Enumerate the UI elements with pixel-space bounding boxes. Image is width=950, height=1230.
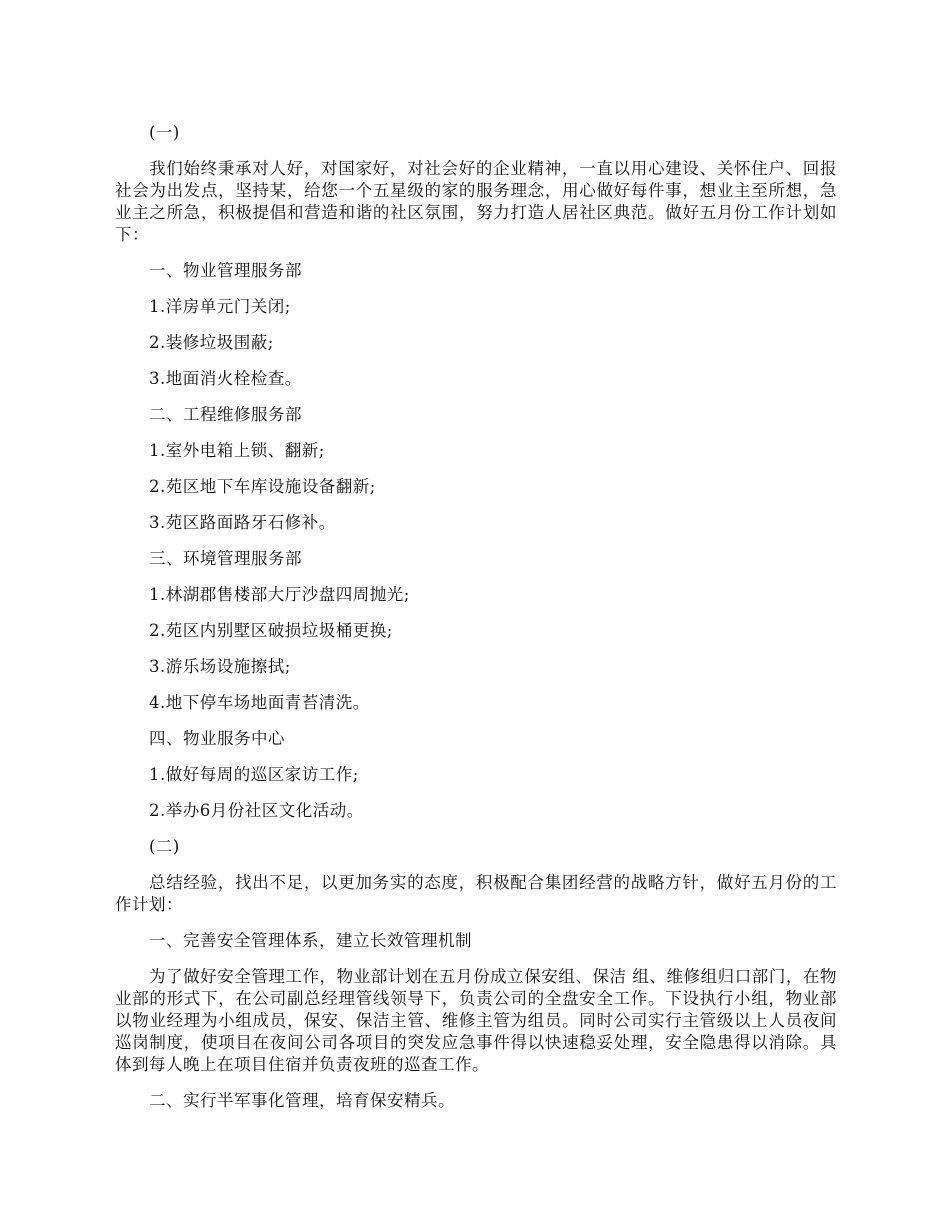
- list-item: 1.林湖郡售楼部大厅沙盘四周抛光;: [149, 585, 410, 604]
- list-item: 2.装修垃圾围蔽;: [149, 333, 274, 352]
- subheading-security-training: 二、实行半军事化管理，培育保安精兵。: [149, 1091, 455, 1110]
- list-item: 3.苑区路面路牙石修补。: [149, 513, 336, 532]
- list-item: 1.洋房单元门关闭;: [149, 297, 291, 316]
- list-item: 1.室外电箱上锁、翻新;: [149, 441, 325, 460]
- document-body: [115, 122, 837, 1126]
- list-item: 4.地下停车场地面青苔清洗。: [149, 693, 370, 712]
- list-item: 2.举办6月份社区文化活动。: [149, 801, 364, 820]
- safety-paragraph: 为了做好安全管理工作，物业部计划在五月份成立保安组、保洁 组、维修组归口部门，在物业部的形式下，在公司副总经理管线领导下，负责公司的全盘安全工作。下设执行小组，物业部以物业经理为小组成员，保安、保洁主管、维修主管为组员。同时公司实行主管级以上人员夜间巡岗制度，使项目在夜间公司各项目的突发应急事件得以快速稳妥处理，安全隐患得以消除。具体到每人晚上在项目住宿并负责夜班的巡查工作。: [115, 967, 837, 1074]
- section-heading-1: (一): [149, 123, 180, 142]
- list-item: 2.苑区地下车库设施设备翻新;: [149, 477, 376, 496]
- department-heading-engineering: 二、工程维修服务部: [149, 405, 302, 424]
- department-heading-property-management: 一、物业管理服务部: [149, 261, 302, 280]
- list-item: 2.苑区内别墅区破损垃圾桶更换;: [149, 621, 393, 640]
- department-heading-environment: 三、环境管理服务部: [149, 549, 302, 568]
- department-heading-service-center: 四、物业服务中心: [149, 729, 285, 748]
- list-item: 1.做好每周的巡区家访工作;: [149, 765, 359, 784]
- summary-paragraph: 总结经验，找出不足，以更加务实的态度，积极配合集团经营的战略方针，做好五月份的工作计划：: [115, 873, 837, 914]
- subheading-safety-system: 一、完善安全管理体系，建立长效管理机制: [149, 931, 472, 950]
- list-item: 3.地面消火栓检查。: [149, 369, 302, 388]
- list-item: 3.游乐场设施擦拭;: [149, 657, 291, 676]
- intro-paragraph: 我们始终秉承对人好，对国家好，对社会好的企业精神，一直以用心建设、关怀住户、回报社会为出发点，坚持某，给您一个五星级的家的服务理念，用心做好每件事，想业主至所想，急业主之所急，积极提倡和营造和谐的社区氛围，努力打造人居社区典范。做好五月份工作计划如下：: [115, 159, 837, 244]
- section-heading-2: (二): [149, 837, 180, 856]
